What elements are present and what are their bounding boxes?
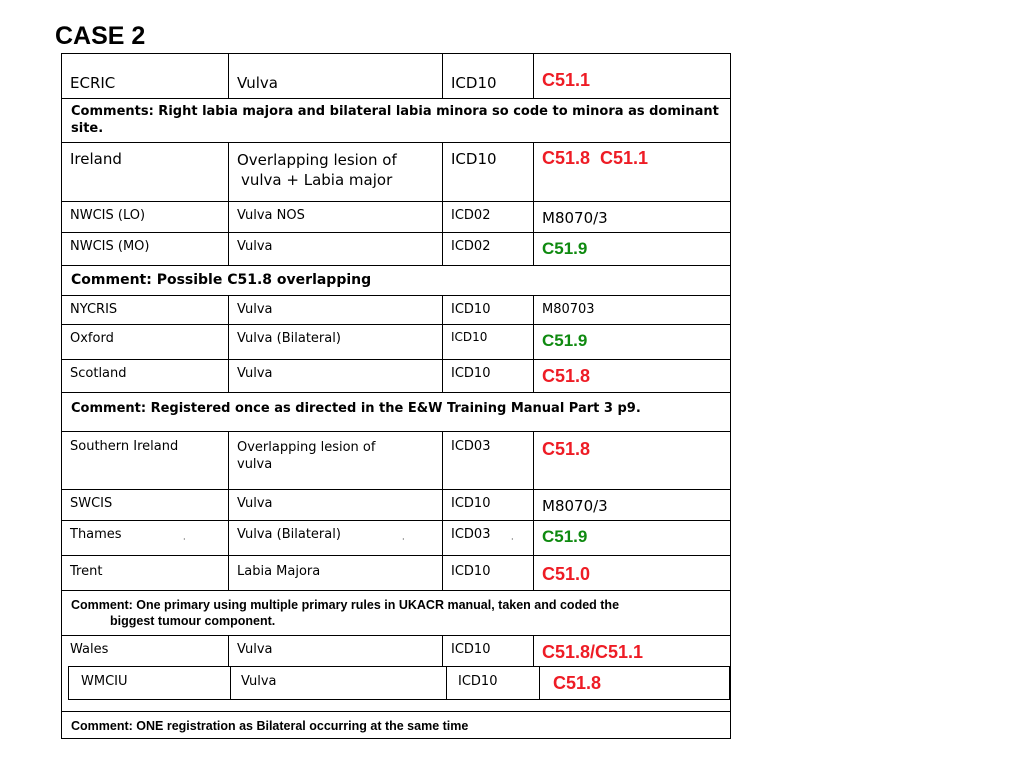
registry-cell: NWCIS (LO) xyxy=(62,202,229,232)
site-cell: Vulva xyxy=(229,54,443,98)
code-cell: C51.8 xyxy=(542,439,591,459)
system-cell: ICD10 xyxy=(443,296,534,324)
stray-mark: · xyxy=(183,535,186,544)
comment-text: Comment: Registered once as directed in the E&W Training Manual Part 3 p9. xyxy=(71,401,641,416)
site-cell: Vulva (Bilateral) · xyxy=(229,521,443,555)
system-cell: ICD10 xyxy=(443,490,534,520)
system-cell: ICD10 xyxy=(443,54,534,98)
code-cell: C51.8/C51.1 xyxy=(542,642,644,662)
registry-cell: ECRIC xyxy=(62,54,229,98)
code-cell: C51.9 xyxy=(542,331,588,350)
system-cell: ICD03 xyxy=(443,432,534,489)
comment-text: Comment: Possible C51.8 overlapping xyxy=(71,272,372,288)
code-cell: M8070/3 xyxy=(542,209,608,227)
registry-cell: Thames · xyxy=(62,521,229,555)
system-cell: ICD10 xyxy=(447,667,540,699)
code-cell: C51.0 xyxy=(542,564,591,584)
registry-cell: Wales xyxy=(62,636,229,667)
table-row xyxy=(62,432,730,490)
registry-cell: Southern Ireland xyxy=(62,432,229,489)
stray-mark: · xyxy=(402,535,405,544)
comment-row xyxy=(62,99,730,143)
site-cell: Vulva (Bilateral) xyxy=(229,325,443,359)
table-row xyxy=(62,325,730,360)
code-cell: C51.8 C51.1 xyxy=(542,148,649,168)
system-cell: ICD03 · xyxy=(443,521,534,555)
site-cell: Labia Majora xyxy=(229,556,443,590)
system-cell: ICD10 xyxy=(443,556,534,590)
site-cell: Vulva xyxy=(229,360,443,392)
comment-text: Comment: One primary using multiple primary rules in UKACR manual, taken and coded the biggest tumour component. xyxy=(71,598,620,628)
table-row xyxy=(62,202,730,233)
comment-row xyxy=(62,711,730,738)
table-row xyxy=(62,233,730,266)
code-cell: C51.8 xyxy=(553,673,602,693)
site-cell: Vulva xyxy=(229,636,443,667)
registry-cell: Scotland xyxy=(62,360,229,392)
system-cell: ICD02 xyxy=(443,202,534,232)
registry-cell: Ireland xyxy=(62,143,229,201)
code-cell: C51.8 xyxy=(542,366,591,386)
code-cell: C51.9 xyxy=(542,239,588,258)
system-cell: ICD02 xyxy=(443,233,534,265)
table-row xyxy=(62,360,730,393)
code-cell: C51.9 xyxy=(542,527,588,546)
table-row xyxy=(62,636,730,667)
table-row xyxy=(62,490,730,521)
site-cell: Vulva xyxy=(229,296,443,324)
registry-cell: NYCRIS xyxy=(62,296,229,324)
system-cell: ICD10 xyxy=(443,325,534,359)
table-row-offset xyxy=(68,666,730,700)
registry-cell: Oxford xyxy=(62,325,229,359)
system-cell: ICD10 xyxy=(443,636,534,667)
comment-row xyxy=(62,393,730,432)
registry-cell: WMCIU xyxy=(69,667,231,699)
system-cell: ICD10 xyxy=(443,143,534,201)
comment-row xyxy=(62,266,730,296)
site-cell: Overlapping lesion of vulva xyxy=(229,432,443,489)
site-cell: Vulva xyxy=(229,233,443,265)
stray-mark: · xyxy=(511,535,514,544)
table-row xyxy=(62,556,730,591)
registry-cell: NWCIS (MO) xyxy=(62,233,229,265)
table-row xyxy=(62,143,730,202)
code-cell: M8070/3 xyxy=(542,497,608,515)
site-cell: Vulva xyxy=(229,490,443,520)
table-row xyxy=(62,296,730,325)
comment-text: Comment: ONE registration as Bilateral occurring at the same time xyxy=(71,719,469,733)
table-row xyxy=(62,54,730,99)
comment-row xyxy=(62,591,730,636)
site-cell: Vulva xyxy=(231,667,447,699)
site-cell: Overlapping lesion of vulva + Labia major xyxy=(229,143,443,201)
registry-cell: SWCIS xyxy=(62,490,229,520)
registry-cell: Trent xyxy=(62,556,229,590)
table-row xyxy=(62,521,730,556)
code-cell: M80703 xyxy=(542,302,595,317)
system-cell: ICD10 xyxy=(443,360,534,392)
page-title: CASE 2 xyxy=(55,22,146,50)
registry-table xyxy=(61,53,731,739)
code-cell: C51.1 xyxy=(542,70,591,90)
comment-text: Comments: Right labia majora and bilateral labia minora so code to minora as dominant site. xyxy=(71,104,719,136)
site-cell: Vulva NOS xyxy=(229,202,443,232)
